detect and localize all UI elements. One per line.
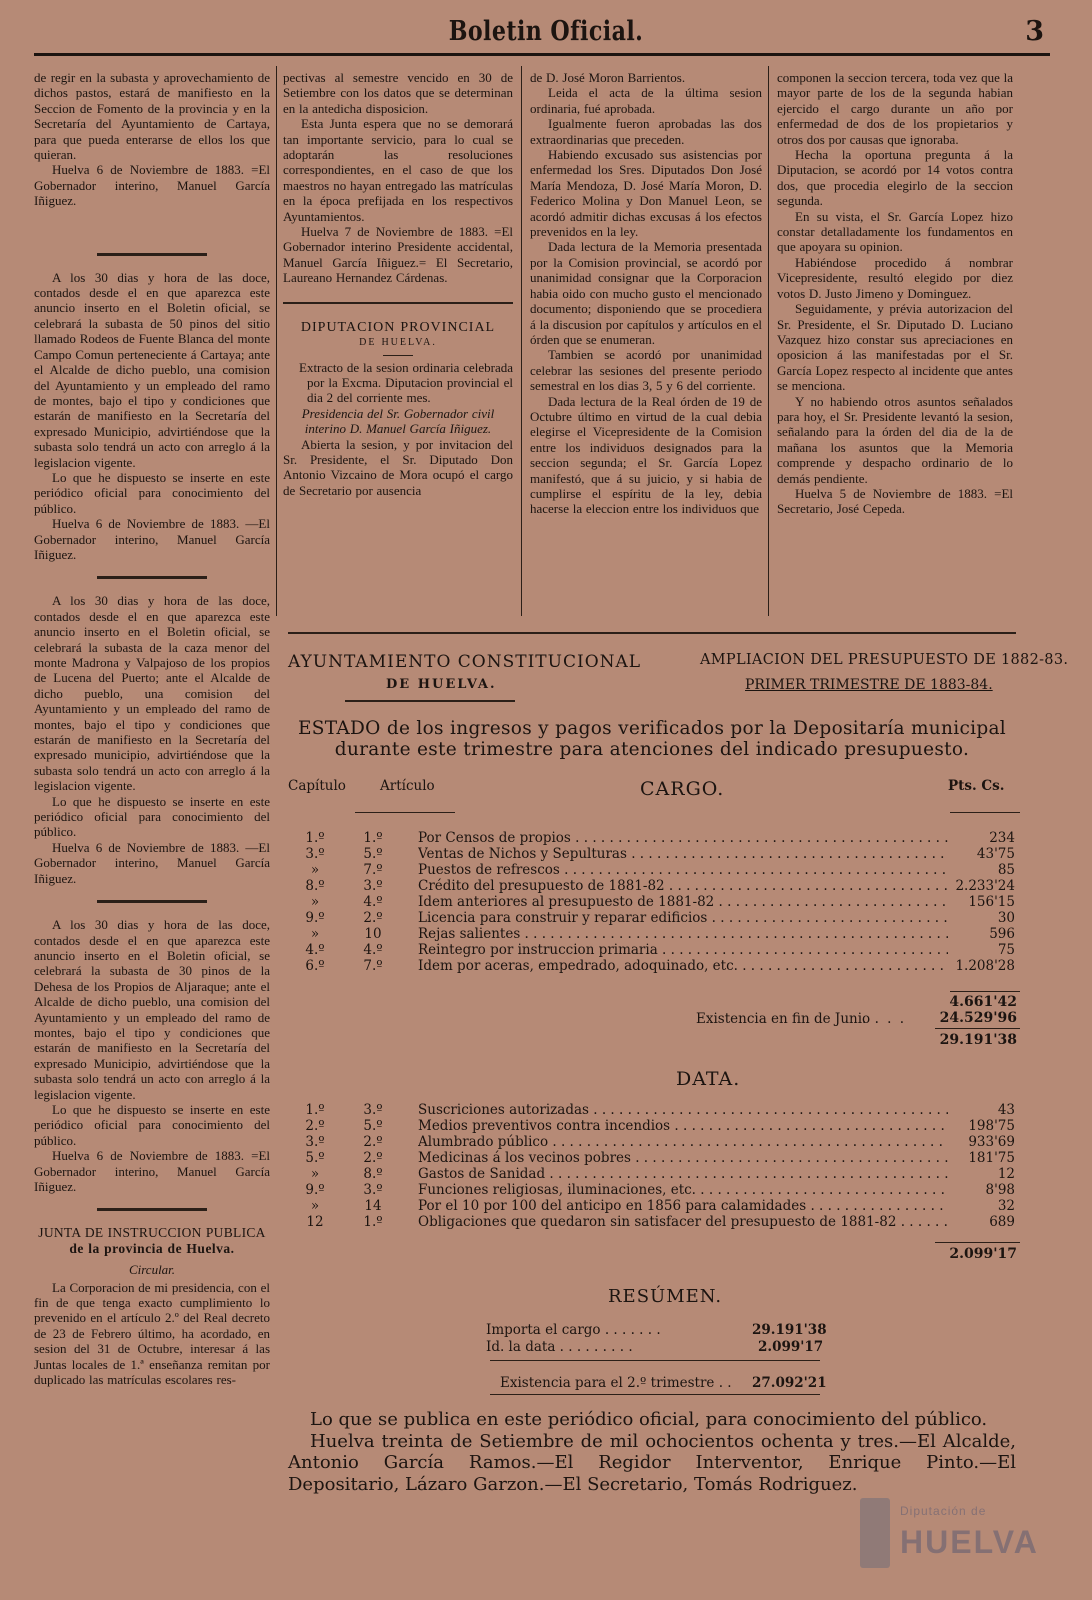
col3-paragraph: Tambien se acordó por unanimidad celebrar las sesiones del presente periodo semestral en los dias 3, 5 y 6 del corriente.	[530, 347, 762, 394]
importe-cell: 689	[989, 1214, 1015, 1230]
column-4	[777, 70, 1013, 517]
column-divider	[768, 66, 769, 616]
table-row	[295, 1102, 1020, 1118]
dot-leader: . . . .	[862, 1011, 907, 1027]
extracto: Extracto de la sesion ordinaria celebrada por la Excma. Diputacion provincial el dia 2 del corriente mes.	[299, 359, 513, 406]
capitulo-cell: 5.º	[305, 1150, 325, 1166]
col4-paragraph: componen la seccion tercera, toda vez que la mayor parte de los de la segunda habian ejercido el cargo durante un año por enfermedad de dos de los propietarios y otros dos por causas que ignoraba.	[777, 70, 1013, 147]
concepto-cell: Reintegro por instruccion primaria . . .	[418, 942, 948, 958]
articulo-cell: 14	[364, 1198, 382, 1214]
separator	[97, 900, 207, 903]
column-1	[34, 70, 270, 1387]
diputacion-title: DIPUTACION PROVINCIAL	[300, 319, 496, 335]
articulo-cell: 1.º	[363, 1214, 383, 1230]
existencia-label: Existencia en fin de Junio	[696, 1011, 871, 1027]
column-3	[530, 70, 762, 517]
col2-paragraph: Esta Junta espera que no se demorará tan importante servicio, para lo cual se adoptarán las resoluciones correspondientes, en el caso de que los maestros no hayan entregado las matrículas en la época prefijada en los respectivos Ayuntamientos.	[283, 116, 513, 224]
col4-paragraph: Y no habiendo otros asuntos señalados para hoy, el Sr. Presidente levantó la sesion, señalando para la órden del dia de la de mañana los asuntos que la Memoria comprende y despacho ordinario de lo demás pendiente.	[777, 393, 1013, 486]
col1-signature: Huelva 6 de Noviembre de 1883. —El Gobernador interino, Manuel García Iñiguez.	[34, 516, 270, 562]
separator	[97, 576, 207, 579]
col-header-articulo: Artículo	[380, 778, 435, 794]
importe-cell: 181'75	[968, 1150, 1015, 1166]
capitulo-cell: 1.º	[305, 1102, 325, 1118]
closing-signatures: Huelva treinta de Setiembre de mil ochocientos ochenta y tres.—El Alcalde, Antonio García Ramos.—El Regidor Interventor, Enrique Pinto.—El Depositario, Lázaro Garzon.—El Secretario, Tomás Rodriguez.	[288, 1430, 1016, 1495]
header-rule	[34, 53, 1050, 56]
importe-cell: 234	[989, 830, 1015, 846]
col1-publication: Lo que he dispuesto se inserte en este periódico oficial para conocimiento del público.	[34, 1101, 270, 1148]
archive-watermark	[860, 1488, 1039, 1578]
capitulo-cell: »	[310, 862, 320, 878]
table-row	[295, 910, 1020, 926]
diputacion-heading	[283, 320, 513, 356]
importe-cell: 75	[997, 942, 1015, 958]
existencia2-value: 27.092'21	[752, 1375, 827, 1391]
capitulo-cell: 4.º	[305, 942, 325, 958]
col1-notice: A los 30 dias y hora de las doce, contados desde el en que aparezca este anuncio inserto en el Boletin oficial, se celebrará la subasta de 30 pinos de la Dehesa de los Propios de Aljaraque; ante el Alcalde de dicho pueblo, una comision del Ayuntamiento y un empleado del ramo de montes, bajo el tipo y condiciones que estarán de manifiesto en la Secretaría del expresado Municipio, advirtiéndose que la subasta solo tendrá un acto con arreglo á la legislacion vigente.	[34, 917, 270, 1102]
col4-paragraph: Hecha la oportuna pregunta á la Diputacion, se acordó por 14 votos contra dos, que procedia elegirlo de la seccion segunda.	[777, 147, 1013, 209]
concepto-cell: Medicinas á los vecinos pobres . . .	[418, 1150, 948, 1166]
articulo-cell: 2.º	[363, 1150, 383, 1166]
col3-paragraph: Habiendo excusado sus asistencias por enfermedad los Sres. Diputados Don José María Mendoza, D. José María Moron, D. Federico Molina y Don Manuel Leon, se acordó admitir dichas excusas á los efectos prevenidos en la ley.	[530, 147, 762, 240]
articulo-cell: 4.º	[363, 894, 383, 910]
separator	[283, 302, 513, 304]
capitulo-cell: »	[310, 894, 320, 910]
capitulo-cell: »	[310, 926, 320, 942]
importe-cell: 1.208'28	[955, 958, 1015, 974]
table-row	[295, 1198, 1020, 1214]
col4-paragraph: Habiéndose procedido á nombrar Vicepresidente, resultó elegido por diez votos D. Justo Jimeno y Dominguez.	[777, 254, 1013, 301]
header-rule	[950, 812, 1020, 813]
articulo-cell: 7.º	[363, 862, 383, 878]
articulo-cell: 7.º	[363, 958, 383, 974]
column-2	[283, 70, 513, 498]
table-row	[295, 830, 1020, 846]
junta-paragraph: La Corporacion de mi presidencia, con el fin de que tenga exacto cumplimiento lo prevenido en el artículo 2.º del Real decreto de 23 de Febrero último, ha acordado, en sesion del 31 de Octubre, interesar á las Juntas locales de 1.ª enseñanza remitan por duplicado las matrículas escolares res-	[34, 1279, 270, 1388]
capitulo-cell: 8.º	[305, 878, 325, 894]
importe-cell: 30	[997, 910, 1015, 926]
resumen-title: RESÚMEN.	[608, 1286, 723, 1307]
concepto-cell: Puestos de refrescos . . .	[418, 862, 948, 878]
ayuntamiento-title: AYUNTAMIENTO CONSTITUCIONAL	[288, 652, 642, 672]
ayuntamiento-rule	[345, 700, 515, 702]
col3-paragraph: Dada lectura de la Real órden de 19 de Octubre último en virtud de la cual debia elegirse el Vicepresidente de la Comision entre los individuos designados para la seccion segunda; el Sr. García Lopez manifestó, que á su juicio, y si habia de cumplirse el espíritu de la ley, debia hacerse la eleccion entre los individuos que	[530, 393, 762, 517]
importe-cell: 43	[997, 1102, 1015, 1118]
col3-paragraph: Leida el acta de la última sesion ordinaria, fué aprobada.	[530, 85, 762, 116]
table-row	[295, 942, 1020, 958]
articulo-cell: 3.º	[363, 1182, 383, 1198]
capitulo-cell: 3.º	[305, 1134, 325, 1150]
concepto-cell: Idem anteriores al presupuesto de 1881-82 . . .	[418, 894, 948, 910]
col-header-capitulo: Capítulo	[288, 778, 346, 794]
col4-signature: Huelva 5 de Noviembre de 1883. =El Secretario, José Cepeda.	[777, 485, 1013, 517]
concepto-cell: Por Censos de propios . . .	[418, 830, 948, 846]
closing-publication: Lo que se publica en este periódico oficial, para conocimiento del público.	[310, 1409, 988, 1430]
capitulo-cell: 9.º	[305, 910, 325, 926]
sum-rule	[950, 991, 1020, 992]
header-rule	[355, 812, 455, 813]
importa-label: Importa el cargo . . . . . . .	[486, 1322, 661, 1338]
table-row	[295, 1150, 1020, 1166]
importe-cell: 198'75	[968, 1118, 1015, 1134]
table-row	[295, 1182, 1020, 1198]
articulo-cell: 3.º	[363, 1102, 383, 1118]
concepto-cell: Por el 10 por 100 del anticipo en 1856 para calamidades . . .	[418, 1198, 948, 1214]
capitulo-cell: 1.º	[305, 830, 325, 846]
importe-cell: 85	[997, 862, 1015, 878]
concepto-cell: Rejas salientes . . .	[418, 926, 948, 942]
articulo-cell: 2.º	[363, 910, 383, 926]
concepto-cell: Idem por aceras, empedrado, adoquinado, etc. . . .	[418, 958, 948, 974]
table-row	[295, 1166, 1020, 1182]
articulo-cell: 10	[364, 926, 382, 942]
capitulo-cell: 2.º	[305, 1118, 325, 1134]
sum-rule	[490, 1360, 820, 1361]
existencia2-label: Existencia para el 2.º trimestre . .	[500, 1375, 732, 1391]
newspaper-title: Boletin Oficial.	[448, 16, 644, 47]
cargo-title: CARGO.	[640, 778, 725, 800]
table-row	[295, 862, 1020, 878]
separator	[97, 253, 207, 256]
capitulo-cell: 9.º	[305, 1182, 325, 1198]
cargo-table	[295, 830, 1020, 974]
diputacion-subtitle: DE HUELVA.	[359, 337, 437, 349]
cargo-subtotal: 4.661'42	[949, 994, 1017, 1010]
table-row	[295, 958, 1020, 974]
capitulo-cell: »	[310, 1198, 320, 1214]
capitulo-cell: 12	[306, 1214, 324, 1230]
column-divider	[521, 66, 522, 616]
cargo-total: 29.191'38	[939, 1032, 1017, 1048]
concepto-cell: Licencia para construir y reparar edificios . . .	[418, 910, 948, 926]
concepto-cell: Medios preventivos contra incendios . . .	[418, 1118, 948, 1134]
concepto-cell: Gastos de Sanidad . . .	[418, 1166, 948, 1182]
col1-notice: A los 30 dias y hora de las doce, contados desde el en que aparezca este anuncio inserto en el Boletin oficial, se celebrará la subasta de la caza menor del monte Madrona y Valpajoso de los propios de Lucena del Puerto; ante el Alcalde de dicho pueblo, una comision del Ayuntamiento y un empleado del ramo de montes, bajo el tipo y condiciones que estarán de manifiesto en la Secretaría del expresado municipio, advirtiéndose que la subasta solo tendrá un acto con arreglo á la legislacion vigente.	[34, 593, 270, 794]
col2-signature: Huelva 7 de Noviembre de 1883. =El Gobernador interino Presidente accidental, Manuel García Iñiguez.= El Secretario, Laureano Hernandez Cárdenas.	[283, 224, 513, 286]
junta-circular: Circular.	[128, 1262, 176, 1278]
col4-paragraph: Seguidamente, y prévia autorizacion del Sr. Presidente, el Sr. Diputado D. Luciano Vazquez hizo constar sus apreciaciones en oposicion á las manifestadas por el Sr. García Lopez respecto al incidente que antes se menciona.	[777, 301, 1013, 394]
importe-cell: 43'75	[976, 846, 1015, 862]
articulo-cell: 5.º	[363, 846, 383, 862]
junta-title: JUNTA DE INSTRUCCION PUBLICA	[38, 1225, 266, 1241]
articulo-cell: 4.º	[363, 942, 383, 958]
articulo-cell: 8.º	[363, 1166, 383, 1182]
estado-heading: ESTADO de los ingresos y pagos verificados por la Depositaría municipal durante este trimestre para atenciones del indicado presupuesto.	[297, 718, 1007, 760]
idata-value: 2.099'17	[758, 1339, 824, 1355]
articulo-cell: 2.º	[363, 1134, 383, 1150]
concepto-cell: Funciones religiosas, iluminaciones, etc. . . .	[418, 1182, 948, 1198]
trimestre-subtitle: PRIMER TRIMESTRE DE 1883-84.	[745, 677, 993, 693]
col1-signature: Huelva 6 de Noviembre de 1883. =El Gobernador interino, Manuel García Iñiguez.	[34, 162, 270, 209]
ampliacion-title: AMPLIACION DEL PRESUPUESTO DE 1882-83.	[700, 652, 1069, 668]
section-rule	[288, 632, 1016, 634]
importe-cell: 32	[997, 1198, 1015, 1214]
short-rule	[383, 355, 413, 356]
seal-icon	[860, 1498, 890, 1568]
idata-label: Id. la data . . . . . . . . .	[486, 1339, 633, 1355]
concepto-cell: Suscriciones autorizadas . . .	[418, 1102, 948, 1118]
col2-paragraph: Abierta la sesion, y por invitacion del Sr. Presidente, el Sr. Diputado Don Antonio Vizcaino de Mora ocupó el cargo de Secretario por ausencia	[283, 436, 513, 498]
watermark-line2: HUELVA	[900, 1524, 1039, 1560]
col3-paragraph: de D. José Moron Barrientos.	[530, 70, 686, 85]
ayuntamiento-subtitle: DE HUELVA.	[386, 677, 497, 692]
col1-signature: Huelva 6 de Noviembre de 1883. —El Gobernador interino, Manuel García Iñiguez.	[34, 839, 270, 886]
col3-paragraph: Igualmente fueron aprobadas las dos extraordinarias que preceden.	[530, 116, 762, 147]
col1-publication: Lo que he dispuesto se inserte en este periódico oficial para conocimiento del público.	[34, 469, 270, 516]
importe-cell: 933'69	[968, 1134, 1015, 1150]
sum-rule	[490, 1394, 820, 1395]
col2-paragraph: pectivas al semestre vencido en 30 de Setiembre con los datos que se determinan en la antedicha disposicion.	[283, 70, 513, 116]
table-row	[295, 1214, 1020, 1230]
table-row	[295, 878, 1020, 894]
table-row	[295, 1134, 1020, 1150]
table-row	[295, 926, 1020, 942]
col3-paragraph: Dada lectura de la Memoria presentada por la Comision provincial, se acordó por unanimidad consignar que la Corporacion habia oido con mucho gusto el mencionado documento; disponiendo que se procediera á la discusion por capítulos y artículos en el órden que se enumeran.	[530, 239, 762, 347]
junta-subtitle: de la provincia de Huelva.	[69, 1240, 235, 1256]
closing-text	[288, 1409, 1016, 1495]
importe-cell: 8'98	[985, 1182, 1015, 1198]
importe-cell: 2.233'24	[955, 878, 1015, 894]
column-divider	[276, 66, 277, 616]
col1-signature: Huelva 6 de Noviembre de 1883. =El Gobernador interino, Manuel García Iñiguez.	[34, 1148, 270, 1194]
capitulo-cell: 6.º	[305, 958, 325, 974]
watermark-line1: Diputación de	[900, 1504, 987, 1518]
importa-value: 29.191'38	[752, 1322, 827, 1338]
sum-rule	[935, 1028, 1020, 1029]
importe-cell: 596	[989, 926, 1015, 942]
data-total: 2.099'17	[949, 1246, 1017, 1262]
existencia-value: 24.529'96	[939, 1010, 1017, 1026]
concepto-cell: Obligaciones que quedaron sin satisfacer del presupuesto de 1881-82 . . .	[418, 1214, 948, 1230]
table-row	[295, 846, 1020, 862]
capitulo-cell: »	[310, 1166, 320, 1182]
presidencia: Presidencia del Sr. Gobernador civil interino D. Manuel García Iñiguez.	[301, 405, 495, 437]
page-header	[30, 10, 1062, 52]
importe-cell: 12	[997, 1166, 1015, 1182]
page-number: 3	[1025, 16, 1044, 47]
table-row	[295, 894, 1020, 910]
concepto-cell: Ventas de Nichos y Sepulturas . . .	[418, 846, 948, 862]
sum-rule	[935, 1242, 1020, 1243]
col1-publication: Lo que he dispuesto se inserte en este periódico oficial para conocimiento del público.	[34, 793, 270, 840]
col1-notice: A los 30 dias y hora de las doce, contados desde el en que aparezca este anuncio inserto en el Boletin oficial, se celebrará la subasta de 50 pinos del sitio llamado Rodeos de Fuente Blanca del monte Campo Comun perteneciente á Cartaya; ante el Alcalde de dicho pueblo, una comision del Ayuntamiento y un empleado del ramo de montes, bajo el tipo y condiciones que estarán de manifiesto en la Secretaría del expresado Municipio, advirtiéndose que la subasta solo tendrá un acto con arreglo á la legislacion vigente.	[34, 269, 270, 470]
col1-paragraph: de regir en la subasta y aprovechamiento de dichos pastos, estará de manifiesto en la Seccion de Fomento de la provincia y en la Secretaría del Ayuntamiento de Cartaya, para que pueda enterarse de ellos los que quieran.	[34, 70, 270, 163]
capitulo-cell: 3.º	[305, 846, 325, 862]
concepto-cell: Alumbrado público . . .	[418, 1134, 948, 1150]
col-header-pts: Pts. Cs.	[948, 778, 1005, 794]
articulo-cell: 5.º	[363, 1118, 383, 1134]
importe-cell: 156'15	[968, 894, 1015, 910]
concepto-cell: Crédito del presupuesto de 1881-82 . . .	[418, 878, 948, 894]
data-title: DATA.	[676, 1068, 741, 1090]
table-row	[295, 1118, 1020, 1134]
articulo-cell: 1.º	[363, 830, 383, 846]
data-table	[295, 1102, 1020, 1230]
col4-paragraph: En su vista, el Sr. García Lopez hizo constar detalladamente los fundamentos en que apoyara su opinion.	[777, 208, 1013, 255]
separator	[97, 1208, 207, 1211]
articulo-cell: 3.º	[363, 878, 383, 894]
